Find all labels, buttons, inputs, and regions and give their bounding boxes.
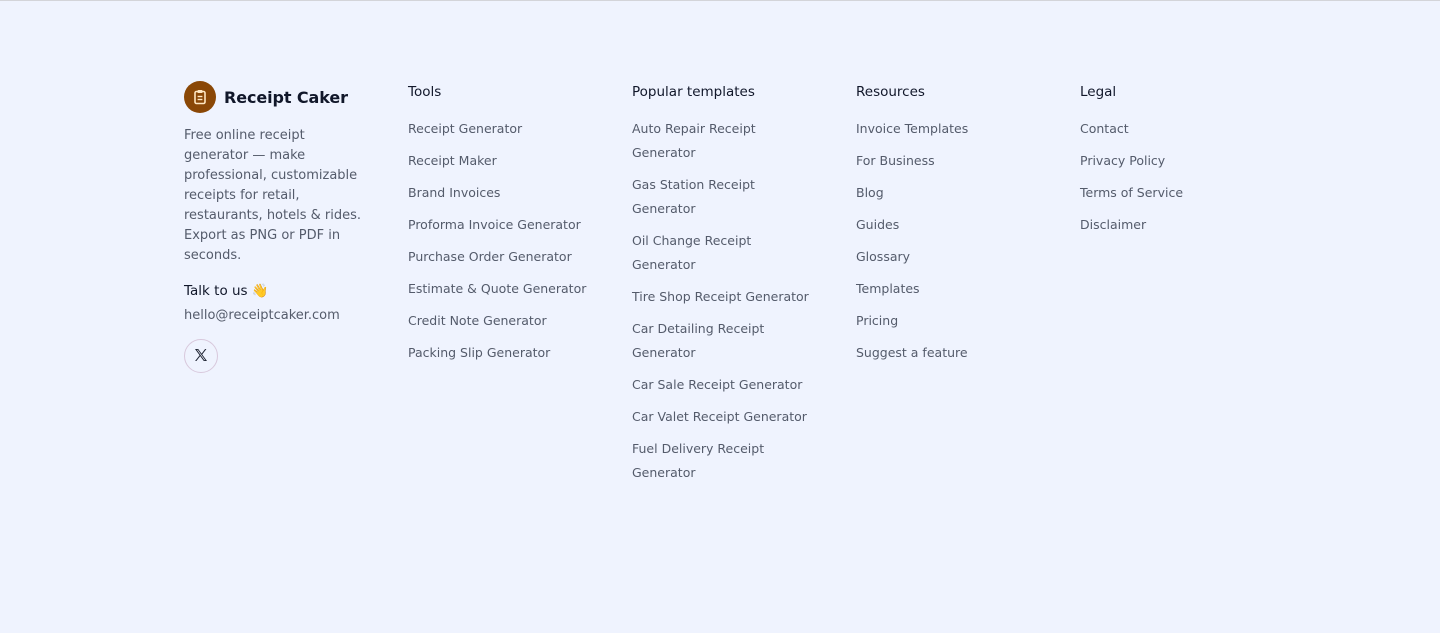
talk-to-us-label: Talk to us 👋 [184,283,269,299]
brand-link[interactable] [184,81,408,113]
link-privacy-policy[interactable]: Privacy Policy [1080,153,1166,168]
x-twitter-icon [194,347,208,366]
link-tire-shop-receipt-generator[interactable]: Tire Shop Receipt Generator [632,289,809,304]
link-estimate-quote-generator[interactable]: Estimate & Quote Generator [408,281,587,296]
link-contact[interactable]: Contact [1080,121,1129,136]
resources-column [856,81,1080,493]
tools-column [408,81,632,493]
legal-heading: Legal [1080,84,1117,100]
popular-templates-heading: Popular templates [632,84,755,100]
legal-links [1080,117,1304,237]
link-blog[interactable]: Blog [856,185,884,200]
link-packing-slip-generator[interactable]: Packing Slip Generator [408,345,551,360]
link-brand-invoices[interactable]: Brand Invoices [408,185,501,200]
resources-heading: Resources [856,84,925,100]
link-car-detailing-receipt-generator[interactable]: Car Detailing Receipt Generator [632,321,765,360]
link-oil-change-receipt-generator[interactable]: Oil Change Receipt Generator [632,233,752,272]
legal-column [1080,81,1304,493]
tools-heading: Tools [408,84,442,100]
link-terms-of-service[interactable]: Terms of Service [1080,185,1184,200]
site-footer [184,81,1304,493]
link-credit-note-generator[interactable]: Credit Note Generator [408,313,547,328]
link-auto-repair-receipt-generator[interactable]: Auto Repair Receipt Generator [632,121,756,160]
link-purchase-order-generator[interactable]: Purchase Order Generator [408,249,572,264]
link-proforma-invoice-generator[interactable]: Proforma Invoice Generator [408,217,581,232]
link-glossary[interactable]: Glossary [856,249,911,264]
link-pricing[interactable]: Pricing [856,313,899,328]
popular-templates-column [632,81,856,493]
link-receipt-generator[interactable]: Receipt Generator [408,121,523,136]
x-twitter-link[interactable] [184,339,218,373]
link-fuel-delivery-receipt-generator[interactable]: Fuel Delivery Receipt Generator [632,441,765,480]
link-gas-station-receipt-generator[interactable]: Gas Station Receipt Generator [632,177,755,216]
link-disclaimer[interactable]: Disclaimer [1080,217,1147,232]
link-guides[interactable]: Guides [856,217,900,232]
link-car-sale-receipt-generator[interactable]: Car Sale Receipt Generator [632,377,803,392]
brand-description: Free online receipt generator — make professional, customizable receipts for retail, restaurants, hotels & rides. Export as PNG or PDF in seconds. [184,128,362,263]
link-suggest-a-feature[interactable]: Suggest a feature [856,345,968,360]
link-templates[interactable]: Templates [856,281,920,296]
resources-links [856,117,1080,365]
brand-name: Receipt Caker [224,87,348,107]
tools-links [408,117,632,365]
receipt-icon [184,81,216,113]
contact-email-link[interactable]: hello@receiptcaker.com [184,308,340,323]
popular-templates-links [632,117,856,485]
link-for-business[interactable]: For Business [856,153,935,168]
brand-column [184,81,408,493]
link-receipt-maker[interactable]: Receipt Maker [408,153,497,168]
link-car-valet-receipt-generator[interactable]: Car Valet Receipt Generator [632,409,807,424]
link-invoice-templates[interactable]: Invoice Templates [856,121,969,136]
